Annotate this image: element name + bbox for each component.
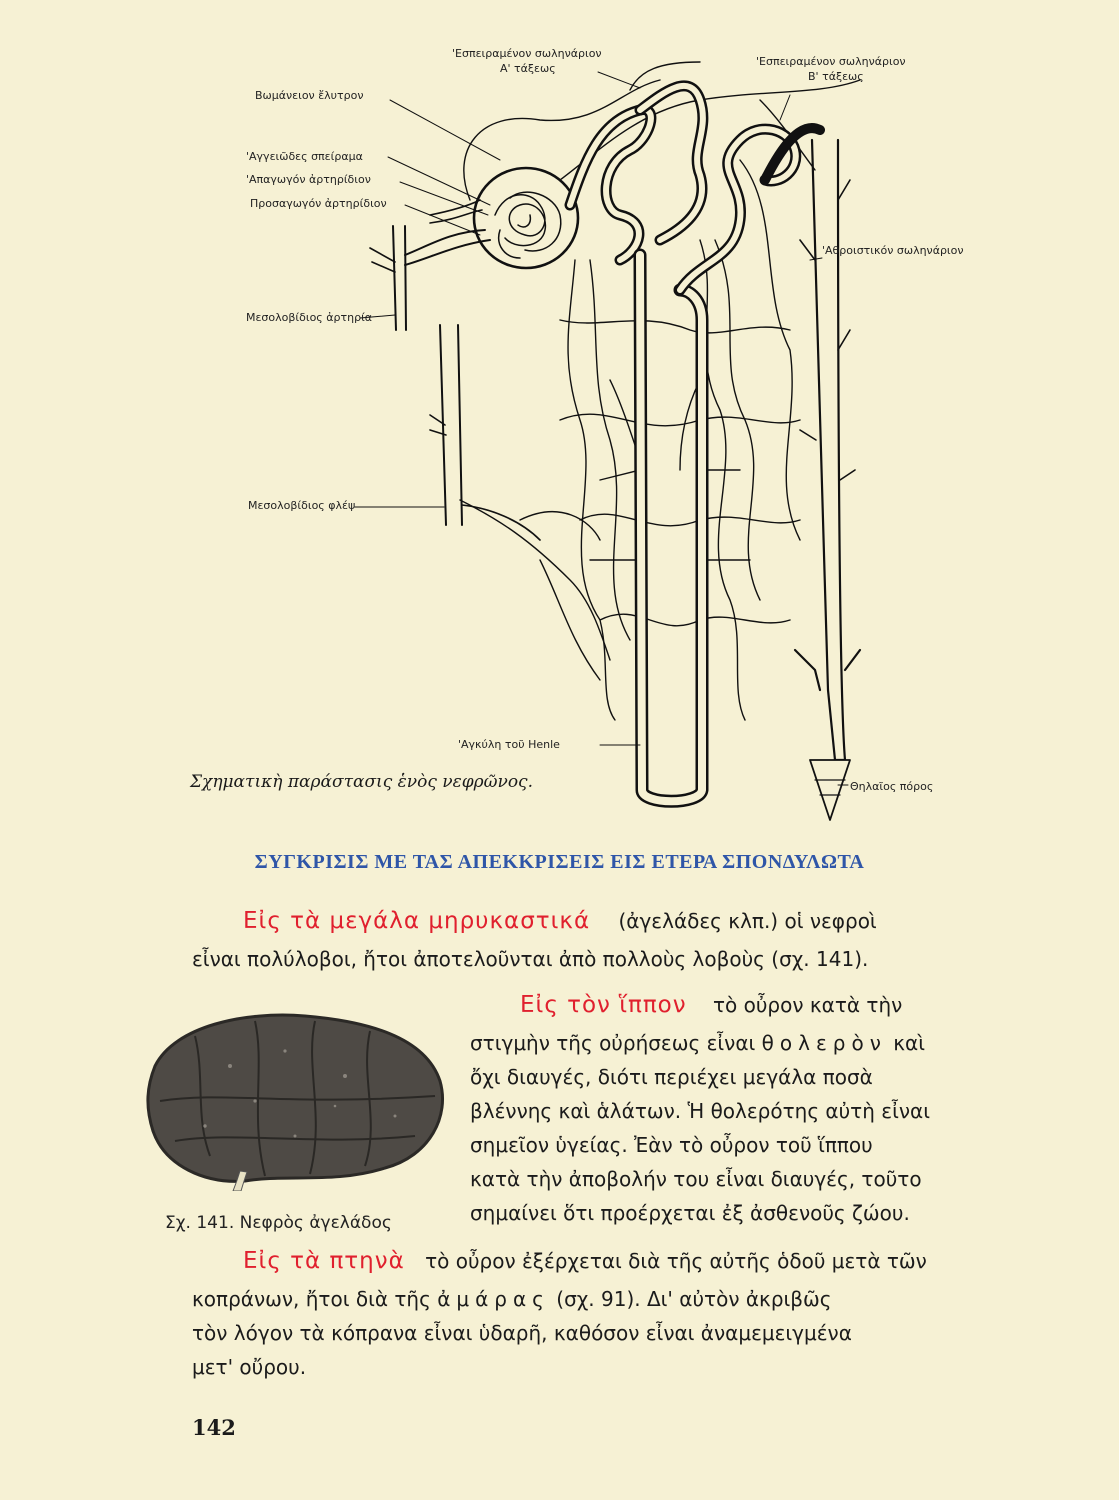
label-pct1: 'Εσπειραμένον σωληνάριον xyxy=(452,47,602,60)
paragraph-ruminants-line1: Εἰς τὰ μεγάλα μηρυκαστικά (ἀγελάδες κλπ.) οἱ νεφροὶ xyxy=(243,908,877,934)
highlight-birds: Εἰς τὰ πτηνὰ xyxy=(243,1248,405,1274)
label-pct2-order: Β' τάξεως xyxy=(808,70,864,83)
label-afferent-arteriole: Προσαγωγόν ἀρτηρίδιον xyxy=(250,197,387,210)
label-interlobular-artery: Μεσολοβίδιος ἀρτηρία xyxy=(246,311,373,324)
paragraph-horse-line2: στιγμὴν τῆς οὐρήσεως εἶναι θολερὸν καὶ xyxy=(470,1031,925,1055)
paragraph-horse-line6: κατὰ τὴν ἀποβολήν του εἶναι διαυγές, τοῦτο xyxy=(470,1167,922,1191)
figure-141-caption: Σχ. 141. Νεφρὸς ἀγελάδος xyxy=(165,1213,392,1233)
paragraph-horse-line3: ὄχι διαυγές, διότι περιέχει μεγάλα ποσὰ xyxy=(470,1065,873,1089)
label-efferent-arteriole: 'Απαγωγόν ἀρτηρίδιον xyxy=(246,173,371,186)
paragraph-birds-line1: Εἰς τὰ πτηνὰ τὸ οὖρον ἐξέρχεται διὰ τῆς αὐτῆς ὁδοῦ μετὰ τῶν xyxy=(243,1248,927,1274)
label-glomerulus: 'Αγγειῶδες σπείραμα xyxy=(246,150,363,163)
paragraph-horse-line1: Εἰς τὸν ἵππον τὸ οὖρον κατὰ τὴν xyxy=(520,992,903,1018)
glomerulus xyxy=(495,192,561,258)
figure-caption: Σχηματικὴ παράστασις ἑνὸς νεφρῶνος. xyxy=(190,772,533,792)
paragraph-birds-line2: κοπράνων, ἤτοι διὰ τῆς ἀμάρας (σχ. 91). Δι' αὐτὸν ἀκριβῶς xyxy=(192,1287,832,1311)
cow-kidney-photo xyxy=(135,1006,455,1191)
paragraph-horse-line4: βλέννης καὶ ἁλάτων. Ἡ θολερότης αὐτὴ εἶναι xyxy=(470,1099,930,1123)
paragraph-horse-line5: σημεῖον ὑγείας. Ἐὰν τὸ οὖρον τοῦ ἵππου xyxy=(470,1133,873,1157)
label-pct2: 'Εσπειραμένον σωληνάριον xyxy=(756,55,906,68)
paragraph-birds-line4: μετ' οὔρου. xyxy=(192,1355,307,1379)
highlight-ruminants: Εἰς τὰ μεγάλα μηρυκαστικά xyxy=(243,908,591,934)
highlight-horse: Εἰς τὸν ἵππον xyxy=(520,992,687,1018)
label-interlobular-vein: Μεσολοβίδιος φλέψ xyxy=(248,499,356,512)
paragraph-horse-line7: σημαίνει ὅτι προέρχεται ἐξ ἀσθενοῦς ζώου. xyxy=(470,1201,910,1225)
collecting-duct xyxy=(795,140,860,820)
page-number: 142 xyxy=(192,1415,236,1440)
label-papillary-duct: Θηλαῖος πόρος xyxy=(850,780,934,793)
bowman-capsule xyxy=(474,168,578,268)
section-heading: ΣΥΓΚΡΙΣΙΣ ΜΕ ΤΑΣ ΑΠΕΚΚΡΙΣΕΙΣ ΕΙΣ ΕΤΕΡΑ ΣΠΟΝΔΥΛΩΤΑ xyxy=(254,851,865,873)
label-pct1-order: Α' τάξεως xyxy=(500,62,556,75)
paragraph-birds-line3: τὸν λόγον τὰ κόπρανα εἶναι ὑδαρῆ, καθόσον εἶναι ἀναμεμειγμένα xyxy=(192,1321,852,1345)
label-loop-of-henle: 'Αγκύλη τοῦ Henle xyxy=(458,738,560,751)
label-collecting-duct: 'Αθροιστικόν σωληνάριον xyxy=(822,244,964,257)
label-bowman-capsule: Βωμάνειον ἔλυτρον xyxy=(255,89,364,102)
paragraph-ruminants-line2: εἶναι πολύλοβοι, ἤτοι ἀποτελοῦνται ἀπὸ πολλοὺς λοβοὺς (σχ. 141). xyxy=(192,947,869,971)
